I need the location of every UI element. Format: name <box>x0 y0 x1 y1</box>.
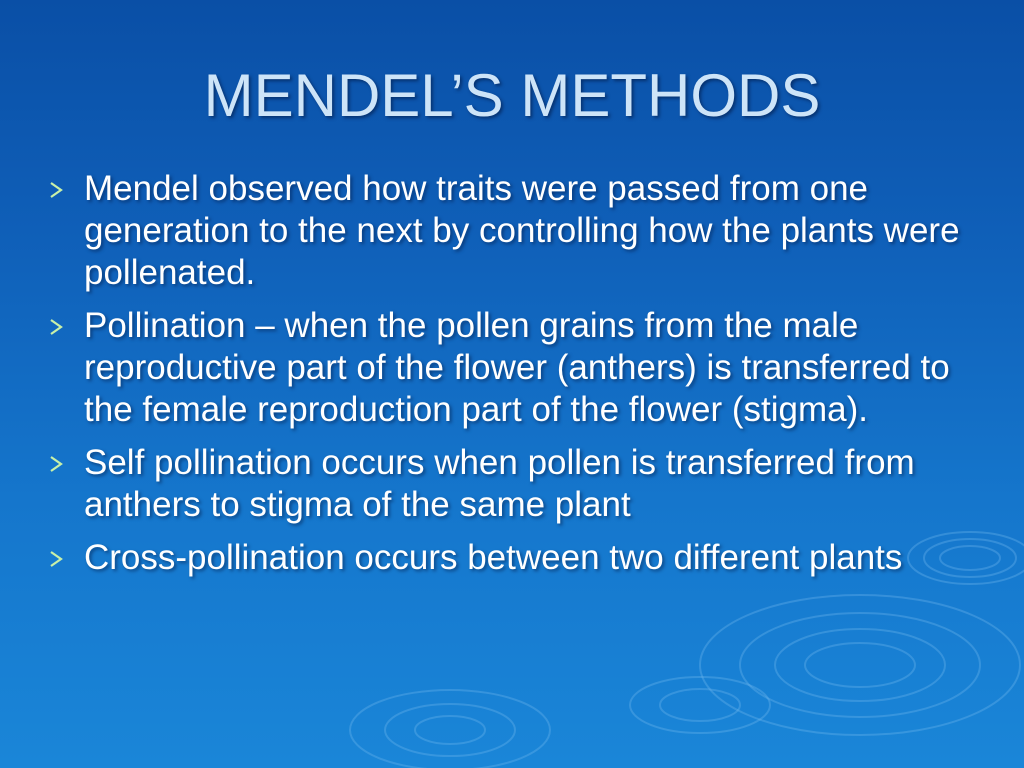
bullet-text: Cross-pollination occurs between two different plants <box>84 538 903 577</box>
list-item <box>48 537 998 579</box>
list-item <box>48 305 998 431</box>
chevron-right-icon <box>48 455 66 473</box>
slide-title: MENDEL’S METHODS <box>203 62 821 129</box>
bullet-text: Pollination – when the pollen grains from the male reproductive part of the flower (anthers) is transferred to the female reproduction part of the flower (stigma). <box>84 306 950 429</box>
bullet-text: Mendel observed how traits were passed from one generation to the next by controlling how the plants were pollenated. <box>84 169 960 292</box>
list-item <box>48 442 998 526</box>
chevron-right-icon <box>48 181 66 199</box>
chevron-right-icon <box>48 318 66 336</box>
chevron-right-icon <box>48 550 66 568</box>
bullet-text: Self pollination occurs when pollen is transferred from anthers to stigma of the same plant <box>84 443 915 524</box>
list-item <box>48 168 998 294</box>
bullet-list <box>48 168 998 590</box>
